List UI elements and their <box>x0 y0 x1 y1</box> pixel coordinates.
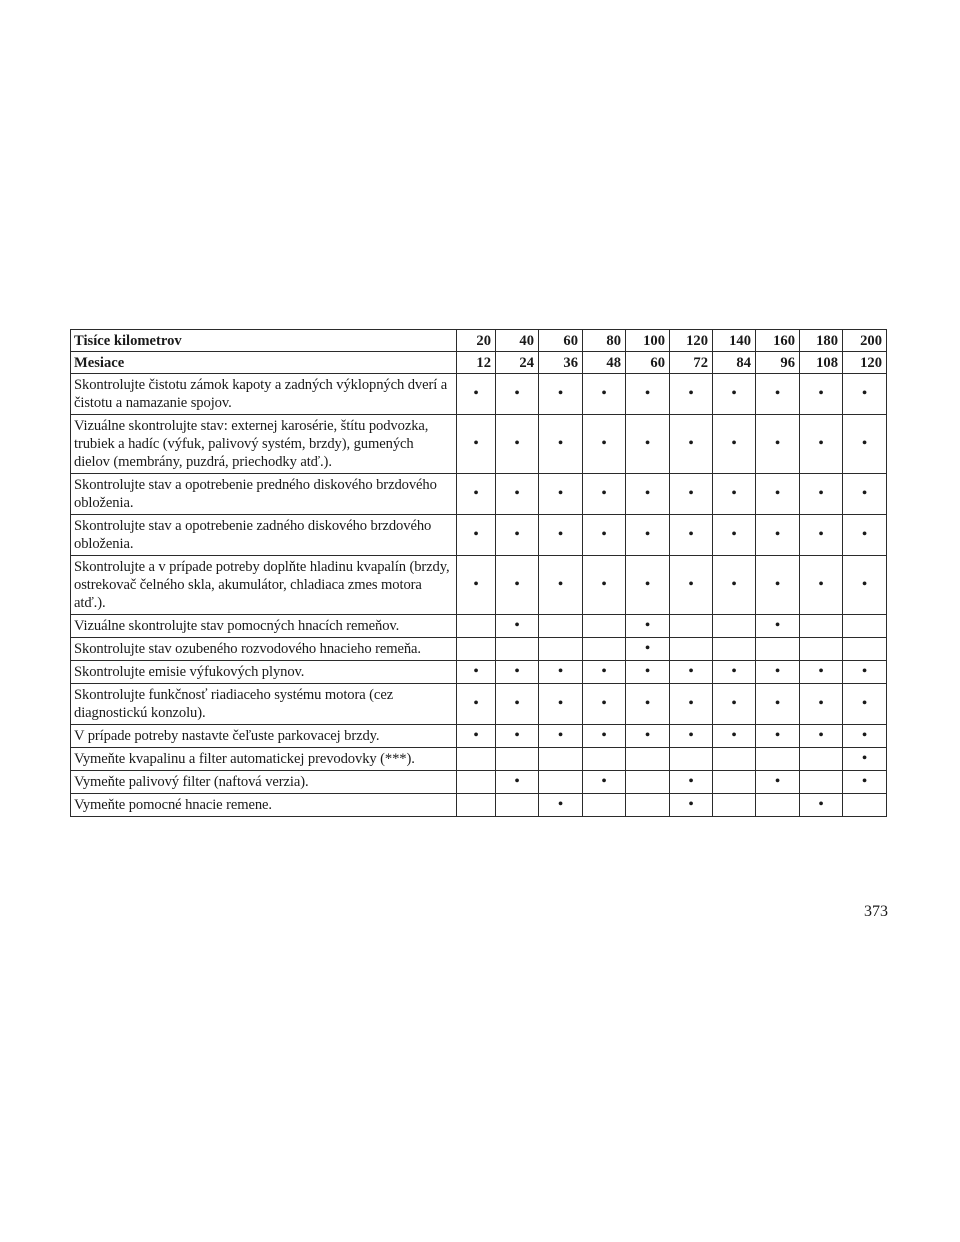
service-mark: • <box>843 474 887 515</box>
task-description: Skontrolujte čistotu zámok kapoty a zadných výklopných dverí a čistotu a namazanie spojov. <box>71 374 457 415</box>
table-row <box>71 474 887 515</box>
service-mark: • <box>457 415 496 474</box>
task-description: Vymeňte palivový filter (naftová verzia). <box>71 771 457 794</box>
service-mark: • <box>539 374 583 415</box>
service-mark: • <box>800 684 843 725</box>
header-value: 120 <box>670 330 713 352</box>
service-mark: • <box>713 684 756 725</box>
service-mark: • <box>583 771 626 794</box>
task-description: V prípade potreby nastavte čeľuste parkovacej brzdy. <box>71 725 457 748</box>
header-value: 72 <box>670 352 713 374</box>
service-mark: • <box>756 661 800 684</box>
header-value: 60 <box>626 352 670 374</box>
service-mark: • <box>457 725 496 748</box>
service-mark: • <box>626 556 670 615</box>
service-mark: • <box>843 748 887 771</box>
service-mark: • <box>583 725 626 748</box>
table-row <box>71 661 887 684</box>
table-row <box>71 684 887 725</box>
service-mark: • <box>670 684 713 725</box>
service-mark: • <box>800 515 843 556</box>
empty-cell <box>457 615 496 638</box>
header-value: 12 <box>457 352 496 374</box>
table-row <box>71 638 887 661</box>
service-mark: • <box>496 374 539 415</box>
service-mark: • <box>496 556 539 615</box>
service-mark: • <box>496 771 539 794</box>
service-mark: • <box>583 556 626 615</box>
service-mark: • <box>539 661 583 684</box>
service-mark: • <box>626 515 670 556</box>
task-description: Skontrolujte stav ozubeného rozvodového hnacieho remeňa. <box>71 638 457 661</box>
empty-cell <box>670 638 713 661</box>
empty-cell <box>843 615 887 638</box>
empty-cell <box>626 771 670 794</box>
service-mark: • <box>713 374 756 415</box>
empty-cell <box>670 615 713 638</box>
table-row <box>71 615 887 638</box>
service-mark: • <box>583 515 626 556</box>
service-mark: • <box>800 374 843 415</box>
header-label: Mesiace <box>71 352 457 374</box>
service-mark: • <box>713 474 756 515</box>
service-mark: • <box>756 415 800 474</box>
task-description: Vymeňte kvapalinu a filter automatickej prevodovky (***). <box>71 748 457 771</box>
empty-cell <box>670 748 713 771</box>
service-mark: • <box>800 556 843 615</box>
empty-cell <box>800 771 843 794</box>
service-mark: • <box>539 556 583 615</box>
service-mark: • <box>457 474 496 515</box>
service-mark: • <box>713 661 756 684</box>
service-mark: • <box>756 771 800 794</box>
table-row <box>71 556 887 615</box>
service-mark: • <box>843 415 887 474</box>
header-value: 108 <box>800 352 843 374</box>
empty-cell <box>626 794 670 817</box>
table-row <box>71 725 887 748</box>
header-value: 140 <box>713 330 756 352</box>
task-description: Vizuálne skontrolujte stav: externej karosérie, štítu podvozka, trubiek a hadíc (výfuk, palivový systém, brzdy), gumených dielov (membrány, puzdrá, priechodky atď.). <box>71 415 457 474</box>
table-row <box>71 374 887 415</box>
service-mark: • <box>539 415 583 474</box>
service-mark: • <box>713 725 756 748</box>
service-mark: • <box>539 684 583 725</box>
empty-cell <box>800 638 843 661</box>
empty-cell <box>713 794 756 817</box>
service-mark: • <box>670 661 713 684</box>
header-value: 84 <box>713 352 756 374</box>
service-mark: • <box>843 684 887 725</box>
service-mark: • <box>496 415 539 474</box>
task-description: Skontrolujte stav a opotrebenie zadného diskového brzdového obloženia. <box>71 515 457 556</box>
service-mark: • <box>756 515 800 556</box>
service-mark: • <box>626 415 670 474</box>
header-value: 60 <box>539 330 583 352</box>
empty-cell <box>496 748 539 771</box>
task-description: Skontrolujte a v prípade potreby doplňte hladinu kvapalín (brzdy, ostrekovač čelného skla, akumulátor, chladiaca zmes motora atď.). <box>71 556 457 615</box>
header-value: 100 <box>626 330 670 352</box>
empty-cell <box>713 638 756 661</box>
empty-cell <box>457 638 496 661</box>
empty-cell <box>457 794 496 817</box>
task-description: Skontrolujte stav a opotrebenie predného diskového brzdového obloženia. <box>71 474 457 515</box>
service-mark: • <box>457 684 496 725</box>
empty-cell <box>496 794 539 817</box>
empty-cell <box>756 794 800 817</box>
service-mark: • <box>843 556 887 615</box>
service-mark: • <box>713 556 756 615</box>
service-mark: • <box>626 615 670 638</box>
task-description: Skontrolujte emisie výfukových plynov. <box>71 661 457 684</box>
service-mark: • <box>539 794 583 817</box>
empty-cell <box>800 615 843 638</box>
header-value: 200 <box>843 330 887 352</box>
empty-cell <box>457 748 496 771</box>
header-row-months <box>71 352 887 374</box>
service-mark: • <box>457 661 496 684</box>
service-mark: • <box>800 415 843 474</box>
service-mark: • <box>670 794 713 817</box>
maintenance-schedule-table <box>70 329 887 817</box>
empty-cell <box>713 771 756 794</box>
empty-cell <box>583 615 626 638</box>
service-mark: • <box>583 661 626 684</box>
empty-cell <box>713 615 756 638</box>
empty-cell <box>583 638 626 661</box>
service-mark: • <box>583 374 626 415</box>
service-mark: • <box>496 684 539 725</box>
service-mark: • <box>670 556 713 615</box>
service-mark: • <box>583 684 626 725</box>
header-value: 40 <box>496 330 539 352</box>
table-row <box>71 748 887 771</box>
service-mark: • <box>670 725 713 748</box>
service-mark: • <box>756 684 800 725</box>
table-row <box>71 515 887 556</box>
service-mark: • <box>626 661 670 684</box>
header-value: 120 <box>843 352 887 374</box>
empty-cell <box>800 748 843 771</box>
service-mark: • <box>626 374 670 415</box>
service-mark: • <box>756 374 800 415</box>
task-description: Skontrolujte funkčnosť riadiaceho systému motora (cez diagnostickú konzolu). <box>71 684 457 725</box>
service-mark: • <box>713 415 756 474</box>
service-mark: • <box>843 661 887 684</box>
header-value: 36 <box>539 352 583 374</box>
service-mark: • <box>539 725 583 748</box>
service-mark: • <box>800 661 843 684</box>
table-header <box>71 330 887 374</box>
service-mark: • <box>800 474 843 515</box>
task-description: Vizuálne skontrolujte stav pomocných hnacích remeňov. <box>71 615 457 638</box>
table-row <box>71 771 887 794</box>
empty-cell <box>539 748 583 771</box>
table-row <box>71 415 887 474</box>
service-mark: • <box>496 615 539 638</box>
service-mark: • <box>670 474 713 515</box>
service-mark: • <box>800 725 843 748</box>
service-mark: • <box>843 725 887 748</box>
service-mark: • <box>496 474 539 515</box>
service-mark: • <box>457 556 496 615</box>
task-description: Vymeňte pomocné hnacie remene. <box>71 794 457 817</box>
empty-cell <box>539 771 583 794</box>
service-mark: • <box>713 515 756 556</box>
service-mark: • <box>756 556 800 615</box>
service-mark: • <box>457 374 496 415</box>
service-mark: • <box>843 771 887 794</box>
service-mark: • <box>670 771 713 794</box>
empty-cell <box>626 748 670 771</box>
header-value: 96 <box>756 352 800 374</box>
header-value: 48 <box>583 352 626 374</box>
service-mark: • <box>539 515 583 556</box>
empty-cell <box>843 638 887 661</box>
empty-cell <box>539 638 583 661</box>
service-mark: • <box>843 374 887 415</box>
service-mark: • <box>626 684 670 725</box>
header-label: Tisíce kilometrov <box>71 330 457 352</box>
empty-cell <box>496 638 539 661</box>
header-value: 180 <box>800 330 843 352</box>
service-mark: • <box>756 474 800 515</box>
service-mark: • <box>583 474 626 515</box>
empty-cell <box>843 794 887 817</box>
service-mark: • <box>843 515 887 556</box>
empty-cell <box>756 748 800 771</box>
service-mark: • <box>457 515 496 556</box>
header-value: 20 <box>457 330 496 352</box>
service-mark: • <box>756 725 800 748</box>
service-mark: • <box>800 794 843 817</box>
empty-cell <box>583 794 626 817</box>
service-mark: • <box>539 474 583 515</box>
empty-cell <box>756 638 800 661</box>
service-mark: • <box>496 661 539 684</box>
header-value: 80 <box>583 330 626 352</box>
service-mark: • <box>496 515 539 556</box>
empty-cell <box>539 615 583 638</box>
empty-cell <box>583 748 626 771</box>
table-body <box>71 374 887 817</box>
empty-cell <box>457 771 496 794</box>
header-value: 24 <box>496 352 539 374</box>
header-row-kilometers <box>71 330 887 352</box>
page-number: 373 <box>864 903 888 920</box>
service-mark: • <box>670 415 713 474</box>
table-row <box>71 794 887 817</box>
header-value: 160 <box>756 330 800 352</box>
empty-cell <box>713 748 756 771</box>
service-mark: • <box>626 725 670 748</box>
service-mark: • <box>670 515 713 556</box>
service-mark: • <box>496 725 539 748</box>
service-mark: • <box>756 615 800 638</box>
service-mark: • <box>670 374 713 415</box>
service-mark: • <box>626 638 670 661</box>
service-mark: • <box>583 415 626 474</box>
service-mark: • <box>626 474 670 515</box>
